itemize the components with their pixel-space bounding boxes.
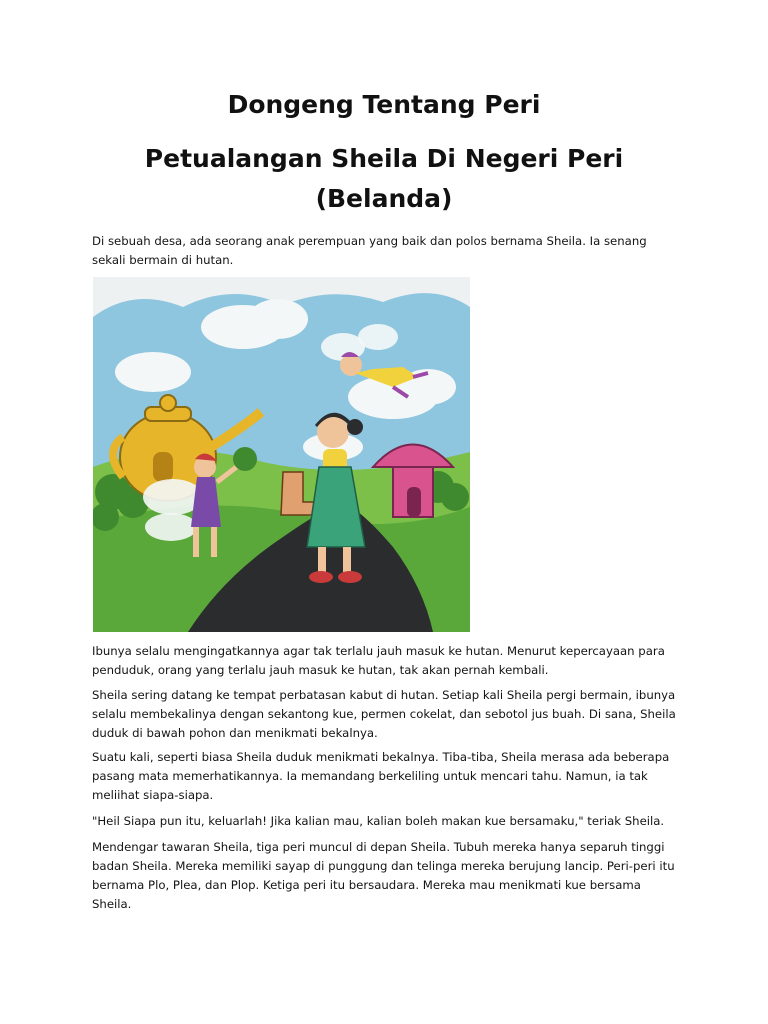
paragraph: "Heil Siapa pun itu, keluarlah! Jika kalian mau, kalian boleh makan kue bersamaku," teriak Sheila. — [92, 814, 665, 828]
document-subtitle: Petualangan Sheila Di Negeri Peri — [144, 144, 624, 173]
paragraph: Mendengar tawaran Sheila, tiga peri muncul di depan Sheila. Tubuh mereka hanya separuh tinggi badan Sheila. Mereka memiliki sayap di punggung dan telinga mereka berujung lancip. Peri-peri itu bernama Plo, Plea, dan Plop. Ketiga peri itu bersaudara. Mereka mau menikmati kue bersama Sheila. — [92, 840, 675, 911]
intro-paragraph: Di sebuah desa, ada seorang anak perempuan yang baik dan polos bernama Sheila. Ia senang sekali bermain di hutan. — [92, 234, 647, 267]
paragraph: Sheila sering datang ke tempat perbatasan kabut di hutan. Setiap kali Sheila pergi bermain, ibunya selalu membekalinya dengan sekantong kue, permen cokelat, dan sebotol jus buah. Di sana, Sheila duduk di bawah pohon dan menikmati bekalnya. — [92, 688, 676, 740]
paragraph: Ibunya selalu mengingatkannya agar tak terlalu jauh masuk ke hutan. Menurut kepercayaan para penduduk, orang yang terlalu jauh masuk ke hutan, tak akan pernah kembali. — [92, 644, 665, 677]
story-illustration — [93, 277, 470, 632]
document-title: Dongeng Tentang Peri — [227, 90, 541, 119]
document-subtitle-origin: (Belanda) — [315, 184, 453, 213]
paragraph: Suatu kali, seperti biasa Sheila duduk menikmati bekalnya. Tiba-tiba, Sheila merasa ada beberapa pasang mata memerhatikannya. Ia memandang berkeliling untuk mencari tahu. Namun, ia tak meliihat siapa-siapa. — [92, 750, 670, 802]
